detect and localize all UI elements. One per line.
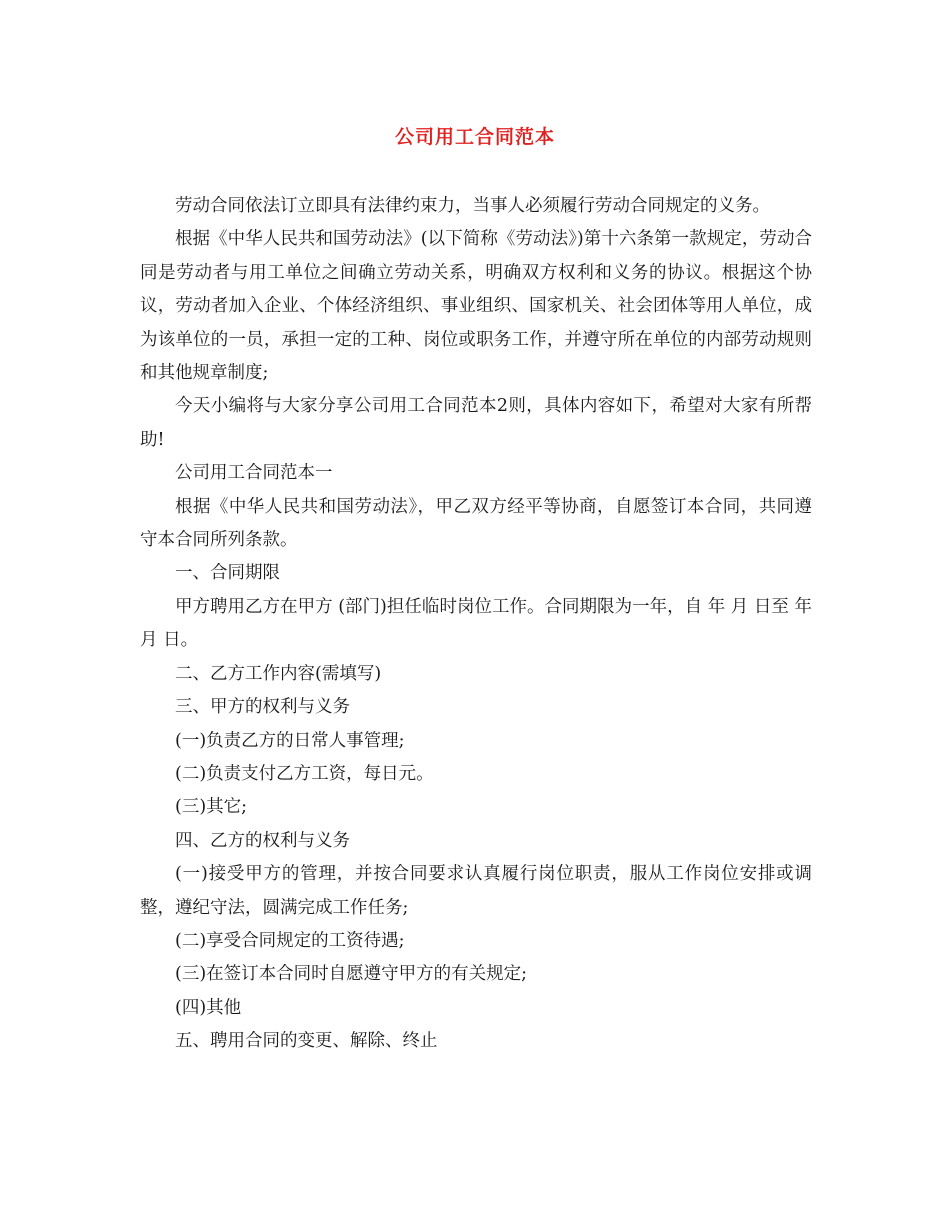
clause-heading: 二、乙方工作内容(需填写)	[175, 663, 382, 684]
paragraph: 根据《中华人民共和国劳动法》(以下简称《劳动法》)第十六条第一款规定，劳动合同是劳动者与用工单位之间确立劳动关系，明确双方权利和义务的协议。根据这个协议，劳动者加入企业、个体经济组织、事业组织、国家机关、社会团体等用人单位，成为该单位的一员，承担一定的工种、岗位或职务工作，并遵守所在单位的内部劳动规则和其他规章制度;	[140, 229, 812, 384]
clause-item: (三)在签订本合同时自愿遵守甲方的有关规定;	[175, 964, 528, 985]
clause-item: (三)其它;	[175, 797, 248, 818]
document-body	[140, 190, 812, 1059]
clause-item: (二)负责支付乙方工资，每日元。	[175, 763, 434, 784]
paragraph: 根据《中华人民共和国劳动法》，甲乙双方经平等协商，自愿签订本合同，共同遵守本合同所列条款。	[140, 496, 812, 551]
clause-heading: 三、甲方的权利与义务	[175, 697, 350, 718]
document-title: 公司用工合同范本	[394, 126, 555, 148]
clause-heading: 一、合同期限	[175, 563, 280, 584]
clause-item: (一)接受甲方的管理，并按合同要求认真履行岗位职责，服从工作岗位安排或调整，遵纪守法，圆满完成工作任务;	[140, 864, 812, 918]
section-heading: 公司用工合同范本一	[175, 463, 333, 484]
clause-heading: 四、乙方的权利与义务	[175, 830, 350, 851]
paragraph: 甲方聘用乙方在甲方 (部门)担任临时岗位工作。合同期限为一年，自 年 月 日至 年 月 日。	[140, 596, 812, 651]
clause-item: (二)享受合同规定的工资待遇;	[175, 930, 405, 951]
paragraph: 今天小编将与大家分享公司用工合同范本2则，具体内容如下，希望对大家有所帮助!	[140, 396, 812, 450]
clause-heading: 五、聘用合同的变更、解除、终止	[175, 1031, 438, 1052]
clause-item: (四)其他	[175, 997, 242, 1018]
clause-item: (一)负责乙方的日常人事管理;	[175, 730, 405, 751]
paragraph: 劳动合同依法订立即具有法律约束力，当事人必须履行劳动合同规定的义务。	[175, 196, 770, 216]
